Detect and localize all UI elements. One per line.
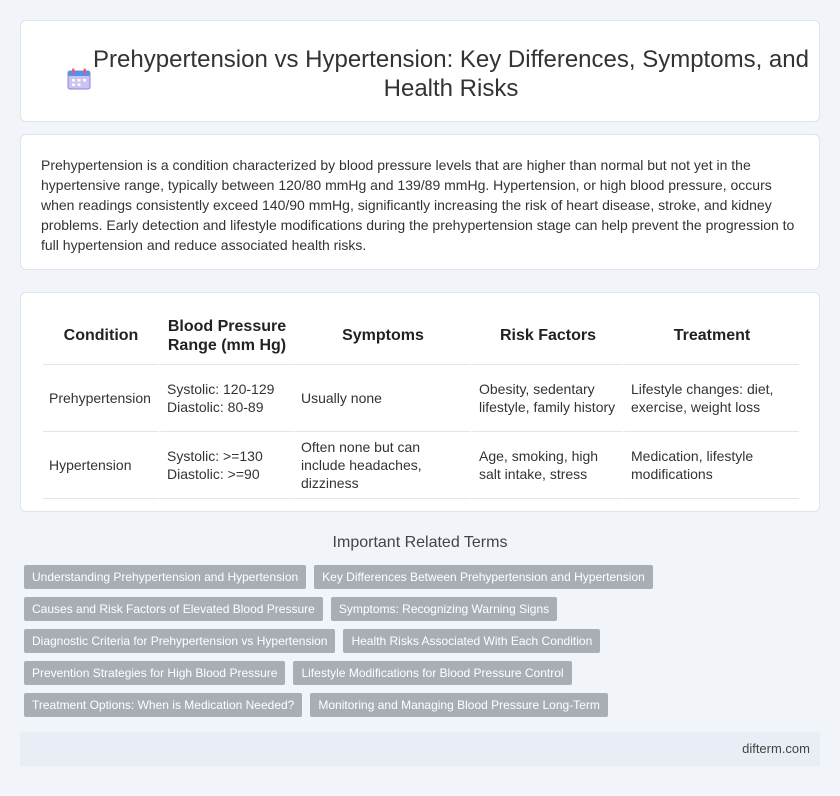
- related-term-tag[interactable]: Treatment Options: When is Medication Needed?: [24, 693, 302, 717]
- table-header-row: [43, 307, 799, 365]
- related-term-tag[interactable]: Monitoring and Managing Blood Pressure Long-Term: [310, 693, 608, 717]
- cell-risk-factors: Age, smoking, high salt intake, stress: [471, 432, 623, 499]
- cell-symptoms: Usually none: [293, 365, 471, 432]
- header-risk-factors: Risk Factors: [471, 307, 623, 365]
- comparison-table-card: [20, 292, 820, 512]
- header-card: [20, 20, 820, 122]
- cell-treatment: Medication, lifestyle modifications: [623, 432, 799, 499]
- related-terms-title: Important Related Terms: [332, 534, 508, 551]
- related-term-tag[interactable]: Key Differences Between Prehypertension and Hypertension: [314, 565, 653, 589]
- cell-range: Systolic: 120-129 Diastolic: 80-89: [159, 365, 293, 432]
- cell-range: Systolic: >=130 Diastolic: >=90: [159, 432, 293, 499]
- header-symptoms: Symptoms: [293, 307, 471, 365]
- cell-condition: Hypertension: [43, 432, 159, 499]
- related-term-tag[interactable]: Lifestyle Modifications for Blood Pressure Control: [293, 661, 571, 685]
- header-condition: Condition: [43, 307, 159, 365]
- intro-card: [20, 134, 820, 270]
- cell-treatment: Lifestyle changes: diet, exercise, weight loss: [623, 365, 799, 432]
- related-term-tag[interactable]: Understanding Prehypertension and Hypertension: [24, 565, 306, 589]
- footer-site-name[interactable]: difterm.com: [742, 741, 810, 756]
- related-term-tag[interactable]: Health Risks Associated With Each Condition: [343, 629, 600, 653]
- related-terms-tags: [24, 565, 824, 717]
- footer: [20, 732, 820, 766]
- calendar-icon: [67, 68, 91, 90]
- page-title: Prehypertension vs Hypertension: Key Differences, Symptoms, and Health Risks: [93, 46, 809, 102]
- comparison-table: [43, 307, 799, 499]
- intro-paragraph: Prehypertension is a condition characterized by blood pressure levels that are higher than normal but not yet in the hypertensive range, typically between 120/80 mmHg and 139/89 mmHg. Hypertension, or high blood pressure, occurs when readings consistently exceed 140/90 mmHg, significantly increasing the risk of heart disease, stroke, and kidney problems. Early detection and lifestyle modifications during the prehypertension stage can help prevent the progression to full hypertension and reduce associated health risks.: [41, 157, 795, 253]
- cell-condition: Prehypertension: [43, 365, 159, 432]
- header-range: Blood Pressure Range (mm Hg): [159, 307, 293, 365]
- cell-symptoms: Often none but can include headaches, dizziness: [293, 432, 471, 499]
- header-treatment: Treatment: [623, 307, 799, 365]
- related-term-tag[interactable]: Causes and Risk Factors of Elevated Blood Pressure: [24, 597, 323, 621]
- related-term-tag[interactable]: Symptoms: Recognizing Warning Signs: [331, 597, 557, 621]
- related-term-tag[interactable]: Diagnostic Criteria for Prehypertension vs Hypertension: [24, 629, 335, 653]
- table-row: [43, 365, 799, 432]
- cell-risk-factors: Obesity, sedentary lifestyle, family history: [471, 365, 623, 432]
- table-row: [43, 432, 799, 499]
- related-term-tag[interactable]: Prevention Strategies for High Blood Pressure: [24, 661, 285, 685]
